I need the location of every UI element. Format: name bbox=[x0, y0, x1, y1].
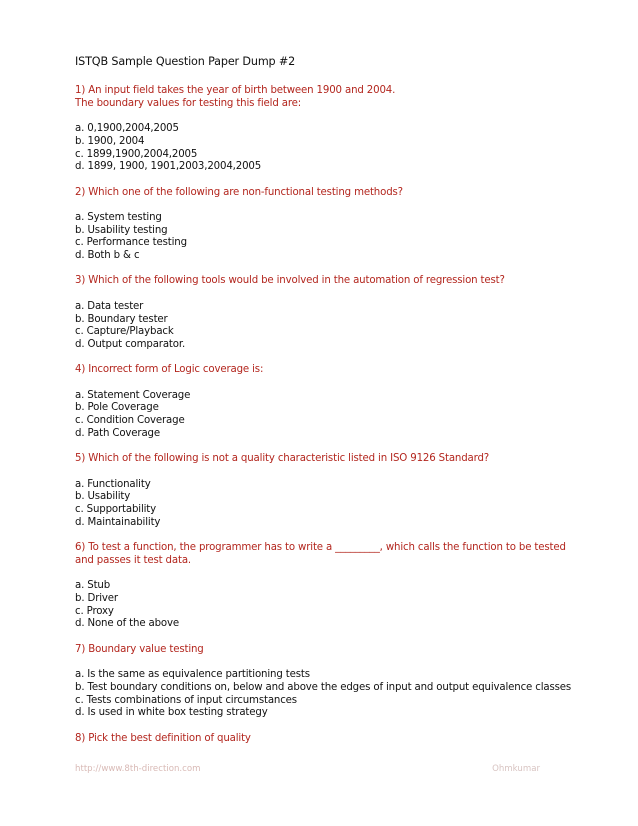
question-3-option-b: b. Boundary tester bbox=[75, 313, 168, 325]
question-7-options bbox=[75, 669, 575, 720]
question-2-text: 2) Which one of the following are non-functional testing methods? bbox=[75, 186, 403, 198]
question-4-option-a: a. Statement Coverage bbox=[75, 389, 191, 401]
question-3-text: 3) Which of the following tools would be involved in the automation of regression test? bbox=[75, 275, 505, 287]
question-4-options bbox=[75, 390, 575, 441]
question-7-option-d: d. Is used in white box testing strategy bbox=[75, 707, 268, 719]
question-7-option-a: a. Is the same as equivalence partitioning tests bbox=[75, 669, 310, 681]
question-2-option-d: d. Both b & c bbox=[75, 250, 140, 262]
question-5-option-c: c. Supportability bbox=[75, 504, 157, 516]
question-6-text: 6) To test a function, the programmer has to write a _________, which calls the function to be tested and passes it test data. bbox=[75, 542, 566, 566]
question-4-option-c: c. Condition Coverage bbox=[75, 415, 185, 427]
question-4-option-d: d. Path Coverage bbox=[75, 427, 160, 439]
question-1-option-a: a. 0,1900,2004,2005 bbox=[75, 123, 179, 135]
question-1-option-b: b. 1900, 2004 bbox=[75, 135, 145, 147]
question-5-text: 5) Which of the following is not a quality characteristic listed in ISO 9126 Standard? bbox=[75, 453, 490, 465]
question-2-option-c: c. Performance testing bbox=[75, 237, 187, 249]
question-2-option-a: a. System testing bbox=[75, 211, 162, 223]
question-3-option-a: a. Data tester bbox=[75, 300, 144, 312]
question-6-option-c: c. Proxy bbox=[75, 605, 114, 617]
page-footer bbox=[75, 762, 545, 776]
question-2-option-b: b. Usability testing bbox=[75, 224, 168, 236]
question-4-option-b: b. Pole Coverage bbox=[75, 402, 159, 414]
question-2-options bbox=[75, 212, 575, 263]
question-1-options bbox=[75, 123, 575, 174]
question-5-options bbox=[75, 479, 575, 530]
question-3-option-c: c. Capture/Playback bbox=[75, 326, 174, 338]
question-6-option-d: d. None of the above bbox=[75, 618, 180, 630]
question-8-text: 8) Pick the best definition of quality bbox=[75, 732, 251, 744]
document-content bbox=[75, 55, 575, 758]
question-1-text: 1) An input field takes the year of birth between 1900 and 2004. The boundary values for testing this field are: bbox=[75, 85, 396, 109]
question-6 bbox=[75, 542, 575, 631]
footer-author: Ohmkumar bbox=[492, 764, 540, 774]
question-7-option-c: c. Tests combinations of input circumstances bbox=[75, 694, 297, 706]
question-3-options bbox=[75, 301, 575, 352]
question-6-option-b: b. Driver bbox=[75, 592, 118, 604]
document-title: ISTQB Sample Question Paper Dump #2 bbox=[75, 55, 296, 68]
question-2 bbox=[75, 187, 575, 263]
question-1-option-c: c. 1899,1900,2004,2005 bbox=[75, 148, 198, 160]
question-6-options bbox=[75, 580, 575, 631]
question-7 bbox=[75, 644, 575, 720]
question-4-text: 4) Incorrect form of Logic coverage is: bbox=[75, 364, 264, 376]
question-1-option-d: d. 1899, 1900, 1901,2003,2004,2005 bbox=[75, 161, 262, 173]
question-3 bbox=[75, 275, 575, 351]
question-3-option-d: d. Output comparator. bbox=[75, 338, 186, 350]
question-6-option-a: a. Stub bbox=[75, 580, 111, 592]
question-8 bbox=[75, 733, 575, 746]
question-7-text: 7) Boundary value testing bbox=[75, 643, 204, 655]
question-5-option-d: d. Maintainability bbox=[75, 516, 161, 528]
question-5-option-a: a. Functionality bbox=[75, 478, 151, 490]
question-5 bbox=[75, 453, 575, 529]
question-1 bbox=[75, 85, 575, 174]
footer-url[interactable]: http://www.8th-direction.com bbox=[75, 764, 201, 774]
question-7-option-b: b. Test boundary conditions on, below and above the edges of input and output equivalence classes bbox=[75, 681, 572, 693]
question-4 bbox=[75, 364, 575, 440]
question-5-option-b: b. Usability bbox=[75, 491, 131, 503]
